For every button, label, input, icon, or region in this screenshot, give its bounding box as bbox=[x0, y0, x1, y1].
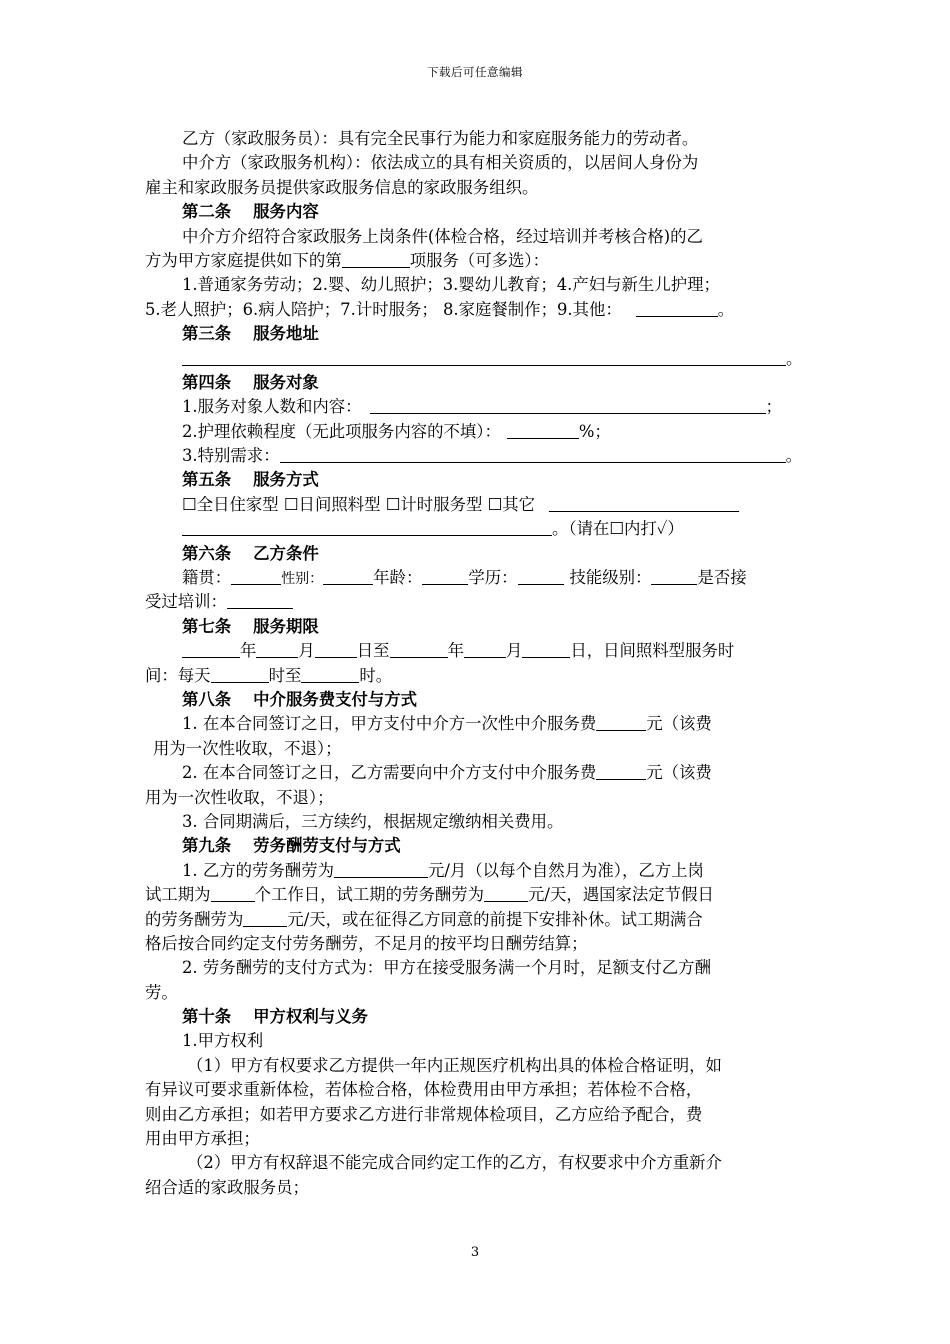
paragraph: 2.护理依赖程度（无此项服务内容的不填）： %； bbox=[182, 421, 611, 441]
paragraph: 1.服务对象人数和内容： ； bbox=[182, 397, 782, 417]
blank-field[interactable] bbox=[518, 566, 564, 585]
paragraph: 中介方介绍符合家政服务上岗条件(体检合格，经过培训并考核合格)的乙 bbox=[182, 226, 703, 246]
paragraph: 2. 劳务酬劳的支付方式为：甲方在接受服务满一个月时，足额支付乙方酬 bbox=[182, 958, 711, 978]
paragraph: 绍合适的家政服务员； bbox=[145, 1177, 309, 1197]
blank-field[interactable] bbox=[596, 761, 646, 780]
blank-field[interactable] bbox=[182, 517, 552, 536]
paragraph: 中介方（家政服务机构）：依法成立的具有相关资质的，以居间人身份为 bbox=[182, 153, 699, 173]
paragraph: 3. 合同期满后，三方续约，根据规定缴纳相关费用。 bbox=[182, 811, 564, 831]
paragraph: 则由乙方承担；如若甲方要求乙方进行非常规体检项目，乙方应给予配合，费 bbox=[145, 1104, 703, 1124]
blank-field[interactable] bbox=[280, 444, 786, 463]
paragraph: 间：每天 时至 时。 bbox=[145, 665, 393, 685]
blank-field[interactable] bbox=[211, 664, 269, 683]
paragraph: 1.普通家务劳动；2.婴、幼儿照护；3.婴幼儿教育；4.产妇与新生儿护理； bbox=[182, 275, 720, 295]
article-heading: 第三条 服务地址 bbox=[182, 324, 319, 344]
paragraph: 乙方（家政服务员）：具有完全民事行为能力和家庭服务能力的劳动者。 bbox=[182, 129, 699, 148]
blank-field[interactable] bbox=[390, 639, 448, 658]
paragraph: 5.老人照护；6.病人陪护；7.计时服务； 8.家庭餐制作；9.其他： 。 bbox=[145, 299, 735, 319]
paragraph: 试工期为 个工作日，试工期的劳务酬劳为 元/天，遇国家法定节假日 bbox=[145, 885, 714, 905]
paragraph: （2）甲方有权辞退不能完成合同约定工作的乙方，有权要求中介方重新介 bbox=[187, 1153, 722, 1173]
service-type-options[interactable]: ☐全日住家型 ☐日间照料型 ☐计时服务型 ☐其它 bbox=[145, 493, 805, 517]
paragraph: 。（请在☐内打✓） bbox=[145, 517, 805, 541]
blank-field[interactable] bbox=[464, 639, 506, 658]
paragraph: 籍贯： 性别： 年龄： 学历： 技能级别： 是否接 bbox=[182, 568, 747, 588]
article-heading: 第六条 乙方条件 bbox=[182, 543, 319, 563]
blank-field[interactable] bbox=[231, 566, 281, 585]
blank-field[interactable] bbox=[182, 347, 786, 366]
paragraph: 。 bbox=[145, 347, 805, 371]
article-heading: 第七条 服务期限 bbox=[182, 616, 319, 636]
paragraph: 年 月 日至 年 月 日，日间照料型服务时 bbox=[145, 639, 805, 663]
blank-field[interactable] bbox=[315, 639, 357, 658]
paragraph: 用为一次性收取，不退）； bbox=[153, 738, 342, 758]
article-heading: 第八条 中介服务费支付与方式 bbox=[182, 689, 418, 709]
paragraph: 有异议可要求重新体检，若体检合格，体检费用由甲方承担；若体检不合格， bbox=[145, 1080, 703, 1100]
blank-field[interactable] bbox=[323, 566, 373, 585]
blank-field[interactable] bbox=[243, 908, 287, 927]
article-heading: 第十条 甲方权利与义务 bbox=[182, 1007, 368, 1027]
blank-field[interactable] bbox=[256, 639, 298, 658]
paragraph: 的劳务酬劳为 元/天，或在征得乙方同意的前提下安排补休。试工期满合 bbox=[145, 909, 703, 929]
paragraph: 受过培训： bbox=[145, 590, 805, 614]
blank-field[interactable] bbox=[182, 639, 240, 658]
blank-field[interactable] bbox=[211, 883, 255, 902]
blank-field[interactable] bbox=[422, 566, 468, 585]
paragraph: 3.特别需求： 。 bbox=[182, 446, 802, 466]
blank-field[interactable] bbox=[507, 420, 579, 439]
blank-field[interactable] bbox=[370, 395, 766, 414]
page-number: 3 bbox=[470, 1245, 480, 1260]
blank-field[interactable] bbox=[522, 639, 570, 658]
blank-field[interactable] bbox=[301, 664, 359, 683]
blank-field[interactable] bbox=[334, 859, 428, 878]
blank-field[interactable] bbox=[651, 566, 697, 585]
paragraph: 劳。 bbox=[145, 982, 178, 1002]
paragraph: 用为一次性收取，不退）； bbox=[145, 787, 334, 807]
blank-field[interactable] bbox=[636, 298, 718, 317]
page-header: 下载后可任意编辑 bbox=[427, 65, 523, 79]
paragraph: 1.甲方权利 bbox=[182, 1031, 264, 1051]
paragraph: 2. 在本合同签订之日，乙方需要向中介方支付中介服务费 元（该费 bbox=[182, 763, 712, 783]
blank-field[interactable] bbox=[227, 590, 293, 609]
paragraph: 1. 乙方的劳务酬劳为 元/月（以每个自然月为准），乙方上岗 bbox=[182, 860, 704, 880]
paragraph: 用由甲方承担； bbox=[145, 1129, 260, 1149]
article-heading: 第九条 劳务酬劳支付与方式 bbox=[182, 836, 401, 856]
article-heading: 第四条 服务对象 bbox=[182, 372, 319, 392]
article-heading: 第二条 服务内容 bbox=[182, 202, 319, 222]
paragraph: 格后按合同约定支付劳务酬劳，不足月的按平均日酬劳结算； bbox=[145, 933, 588, 953]
paragraph: 雇主和家政服务员提供家政服务信息的家政服务组织。 bbox=[145, 177, 539, 197]
blank-field[interactable] bbox=[596, 712, 646, 731]
blank-field[interactable] bbox=[484, 883, 528, 902]
paragraph: （1）甲方有权要求乙方提供一年内正规医疗机构出具的体检合格证明，如 bbox=[187, 1055, 722, 1075]
article-heading: 第五条 服务方式 bbox=[182, 470, 319, 490]
contract-body bbox=[145, 127, 805, 1200]
blank-field[interactable] bbox=[549, 493, 739, 512]
paragraph: 1. 在本合同签订之日，甲方支付中介方一次性中介服务费 元（该费 bbox=[182, 714, 712, 734]
paragraph: 方为甲方家庭提供如下的第 项服务（可多选）： bbox=[145, 250, 550, 270]
blank-field[interactable] bbox=[342, 249, 410, 268]
